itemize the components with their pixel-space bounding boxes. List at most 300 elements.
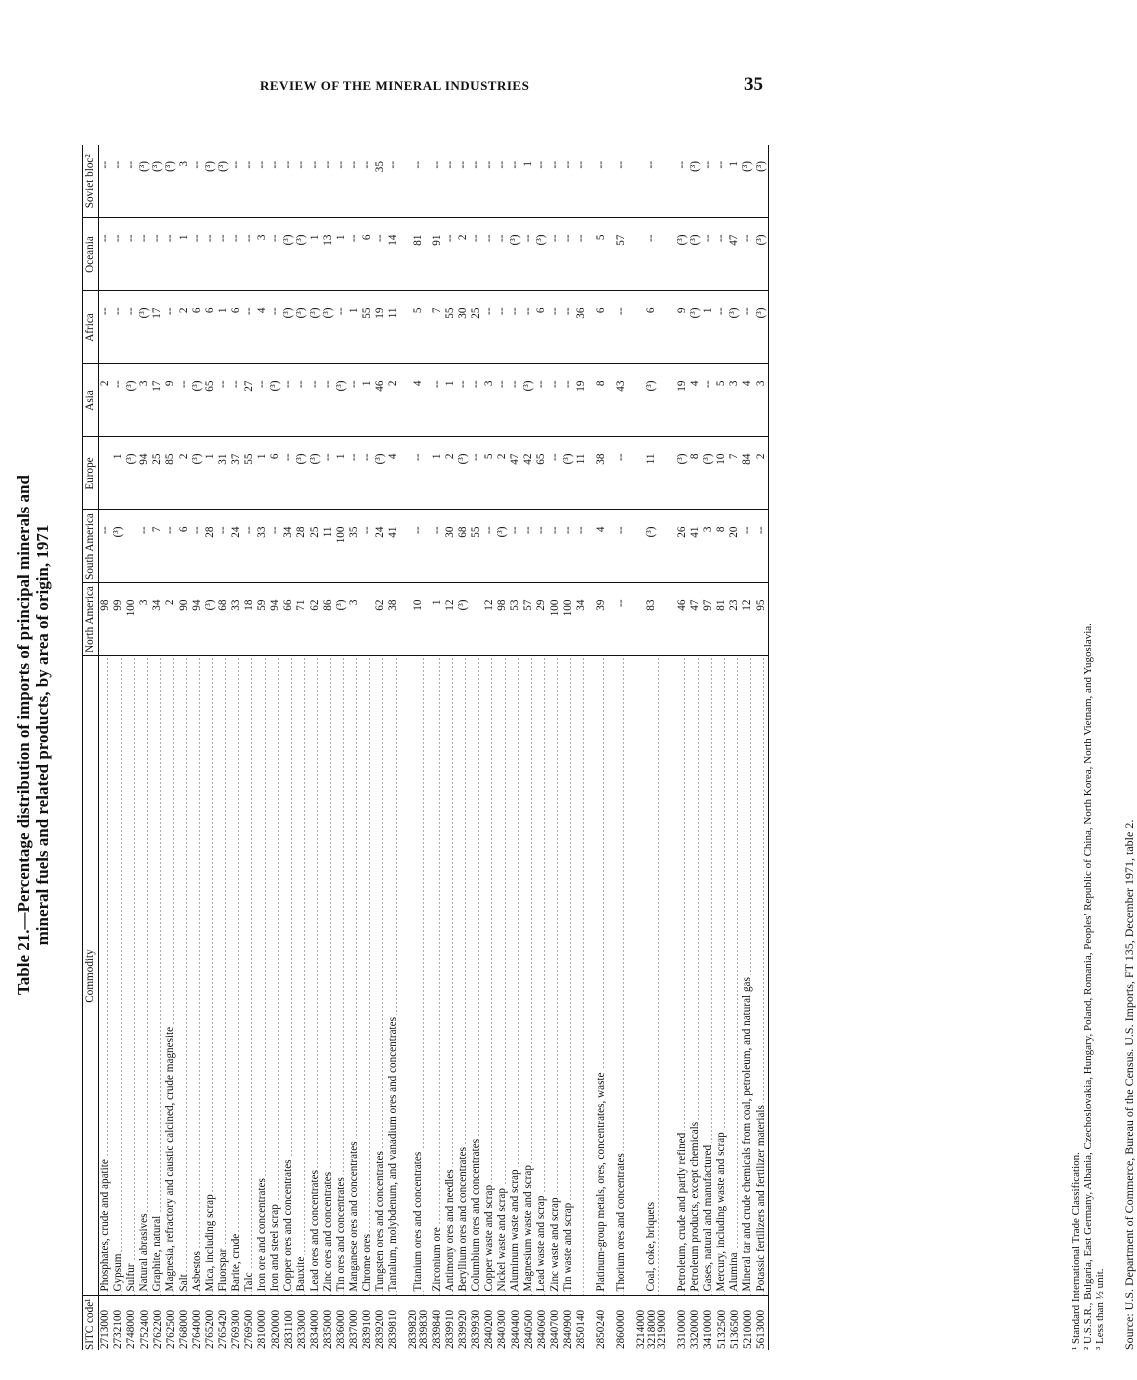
value-cell-oc: (³) [689, 218, 702, 291]
value-cell-na: 3 [348, 583, 361, 656]
value-cell-oc: 1 [178, 218, 191, 291]
value-cell-sa: 26 [676, 510, 689, 583]
commodity-label: Coal, coke, briquets [645, 1202, 658, 1292]
value-cell-oc: 1 [309, 218, 322, 291]
value-cell-oc: -- [348, 218, 361, 291]
value-cell-sb: (³) [755, 145, 769, 218]
sitc-code: 2835000 [321, 1309, 334, 1349]
value-cell-na: 98 [496, 583, 509, 656]
table-row [138, 145, 151, 1350]
value-cell-eu: 47 [509, 437, 522, 510]
sitc-code-cell [535, 1296, 548, 1350]
value-cell-oc: -- [243, 218, 256, 291]
value-cell-sa: 3 [702, 510, 715, 583]
value-cell-as: 9 [164, 364, 177, 437]
value-cell-eu: (³) [457, 437, 470, 510]
value-cell-eu: 6 [269, 437, 282, 510]
value-cell-sb: (³) [138, 145, 151, 218]
commodity-label: Zinc waste and scrap [548, 1197, 561, 1292]
value-cell-eu: 38 [595, 437, 608, 510]
commodity-label: Zinc ores and concentrates [321, 1171, 334, 1292]
value-cell-af: -- [522, 291, 535, 364]
value-cell-oc: -- [374, 218, 387, 291]
value-cell-na: (³) [204, 583, 217, 656]
table-row [549, 145, 562, 1350]
commodity-cell [204, 656, 217, 1296]
value-cell-na: 94 [269, 583, 282, 656]
sitc-code: 2839840 [430, 1309, 443, 1349]
value-cell-sb: (³) [217, 145, 230, 218]
sitc-code: 5132500 [715, 1309, 728, 1349]
value-cell-sa: 4 [595, 510, 608, 583]
value-cell-eu: 31 [217, 437, 230, 510]
commodity-label: Phosphates, crude and apatite [99, 1159, 111, 1292]
value-cell-af: 55 [444, 291, 457, 364]
sitc-code-cell [702, 1296, 715, 1350]
sitc-code-cell [256, 1296, 269, 1350]
table-row [191, 145, 204, 1350]
value-cell-as: -- [549, 364, 562, 437]
value-cell-af: 6 [191, 291, 204, 364]
commodity-label: Copper ores and concentrates [282, 1159, 295, 1292]
table-row [509, 145, 522, 1350]
value-cell-sb: -- [322, 145, 335, 218]
commodity-cell [470, 656, 483, 1296]
commodity-cell [361, 656, 374, 1296]
value-cell-as: 46 [374, 364, 387, 437]
sitc-code: 2840200 [483, 1309, 496, 1349]
value-cell-oc: 47 [728, 218, 741, 291]
value-cell-na: 34 [575, 583, 588, 656]
value-cell-sb: -- [243, 145, 256, 218]
commodity-label: Tantalum, molybdenum, and vanadium ores and concentrates [387, 1017, 400, 1292]
commodity-label: Salt [177, 1274, 190, 1292]
commodity-label: Petroleum, crude and partly refined [675, 1132, 688, 1292]
value-cell-sa: -- [483, 510, 496, 583]
commodity-cell [191, 656, 204, 1296]
value-cell-eu: 4 [387, 437, 400, 510]
value-cell-sa: 8 [715, 510, 728, 583]
value-cell-af: -- [615, 291, 628, 364]
value-cell-oc: -- [702, 218, 715, 291]
value-cell-sa: -- [243, 510, 256, 583]
value-cell-na: 33 [230, 583, 243, 656]
value-cell-sa: -- [562, 510, 575, 583]
row-spacer [608, 145, 615, 1350]
value-cell-na: 47 [689, 583, 702, 656]
value-cell-sb: -- [595, 145, 608, 218]
value-cell-sb: -- [615, 145, 628, 218]
sitc-code: 3214000 [635, 1309, 648, 1349]
value-cell-eu: 5 [483, 437, 496, 510]
value-cell-as: 3 [728, 364, 741, 437]
value-cell-as: (³) [522, 364, 535, 437]
table-row [535, 145, 548, 1350]
commodity-label: Copper waste and scrap [483, 1184, 496, 1292]
sitc-code: 2839920 [457, 1309, 470, 1349]
sitc-code: 2769500 [243, 1309, 256, 1349]
commodity-cell [138, 656, 151, 1296]
row-spacer [400, 145, 407, 1350]
commodity-label: Platinum-group metals, ores, concentrates, waste [594, 1072, 607, 1292]
commodity-cell [755, 656, 769, 1296]
table-row [348, 145, 361, 1350]
commodity-cell [431, 656, 444, 1296]
commodity-cell [457, 656, 470, 1296]
table-row [99, 145, 113, 1350]
value-cell-na: 46 [676, 583, 689, 656]
value-cell-sb: -- [702, 145, 715, 218]
value-cell-na: 90 [178, 583, 191, 656]
imports-table [82, 145, 769, 1350]
sitc-code-cell [689, 1296, 702, 1350]
table-row [361, 145, 374, 1350]
value-cell-af: (³) [689, 291, 702, 364]
value-cell-sa: 24 [374, 510, 387, 583]
value-cell-af: 9 [676, 291, 689, 364]
table-row [243, 145, 256, 1350]
sitc-code-cell [431, 1296, 444, 1350]
commodity-label: Potassic fertilizers and fertilizer materials [754, 1105, 767, 1292]
table-row [256, 145, 269, 1350]
value-cell-sa: 41 [387, 510, 400, 583]
row-spacer [628, 145, 635, 1350]
commodity-label: Barite, crude [229, 1233, 242, 1292]
value-cell-as: -- [702, 364, 715, 437]
commodity-cell [407, 656, 431, 1296]
commodity-cell [715, 656, 728, 1296]
value-cell-sb: -- [444, 145, 457, 218]
value-cell-af: -- [483, 291, 496, 364]
sitc-code-extra: 3219000 [656, 1309, 669, 1349]
value-cell-sb: -- [309, 145, 322, 218]
value-cell-eu: 65 [535, 437, 548, 510]
sitc-code: 2839200 [374, 1309, 387, 1349]
footnotes [1070, 623, 1106, 1350]
value-cell-sb: (³) [689, 145, 702, 218]
value-cell-eu: -- [549, 437, 562, 510]
table-row [309, 145, 322, 1350]
value-cell-sb: -- [125, 145, 138, 218]
value-cell-oc: 1 [335, 218, 348, 291]
value-cell-oc: (³) [295, 218, 308, 291]
value-cell-sb: -- [407, 145, 431, 218]
value-cell-sa: 33 [256, 510, 269, 583]
value-cell-oc: 91 [431, 218, 444, 291]
commodity-cell [444, 656, 457, 1296]
commodity-label: Zirconium ore [430, 1227, 443, 1292]
sitc-code-cell [335, 1296, 348, 1350]
value-cell-oc: (³) [535, 218, 548, 291]
value-cell-af: -- [243, 291, 256, 364]
value-cell-as: 19 [676, 364, 689, 437]
value-cell-as: 1 [444, 364, 457, 437]
value-cell-af: (³) [282, 291, 295, 364]
value-cell-af: 6 [595, 291, 608, 364]
sitc-code-cell [295, 1296, 308, 1350]
value-cell-oc: (³) [282, 218, 295, 291]
sitc-code: 5210000 [741, 1309, 754, 1349]
commodity-label: Tin waste and scrap [561, 1202, 574, 1292]
value-cell-as: (³) [635, 364, 669, 437]
value-cell-sa: (³) [112, 510, 125, 583]
commodity-cell [562, 656, 575, 1296]
value-cell-af: 6 [230, 291, 243, 364]
commodity-label: Sulfur [125, 1263, 138, 1292]
commodity-cell [295, 656, 308, 1296]
value-cell-eu: 1 [256, 437, 269, 510]
commodity-cell [217, 656, 230, 1296]
commodity-label: Beryllium ores and concentrates [456, 1147, 469, 1292]
value-cell-eu: -- [282, 437, 295, 510]
value-cell-oc: -- [125, 218, 138, 291]
sitc-code: 3320000 [689, 1309, 702, 1349]
table-row [335, 145, 348, 1350]
commodity-label: Nickel waste and scrap [496, 1188, 509, 1292]
sitc-code-cell [509, 1296, 522, 1350]
commodity-cell [635, 656, 669, 1296]
value-cell-af: -- [496, 291, 509, 364]
table-row [755, 145, 769, 1350]
value-cell-eu: 2 [496, 437, 509, 510]
sitc-code: 2765200 [204, 1309, 217, 1349]
value-cell-as: 1 [361, 364, 374, 437]
value-cell-as: 4 [407, 364, 431, 437]
sitc-code-cell [522, 1296, 535, 1350]
commodity-label: Mica, including scrap [203, 1194, 216, 1292]
value-cell-af: -- [509, 291, 522, 364]
value-cell-eu: 10 [715, 437, 728, 510]
commodity-label: Talc [243, 1272, 256, 1292]
commodity-label: Gypsum [112, 1253, 125, 1292]
value-cell-sa: -- [269, 510, 282, 583]
sitc-code-cell [151, 1296, 164, 1350]
sitc-code-cell [483, 1296, 496, 1350]
row-spacer [669, 145, 676, 1350]
value-cell-sb: -- [562, 145, 575, 218]
value-cell-sb: -- [431, 145, 444, 218]
table-row [204, 145, 217, 1350]
commodity-label: Iron and steel scrap [269, 1204, 282, 1292]
commodity-label: Gases, natural and manufactured [702, 1144, 715, 1292]
value-cell-sa: 34 [282, 510, 295, 583]
value-cell-eu: 2 [178, 437, 191, 510]
header-oceania: Oceania [83, 218, 99, 291]
commodity-label: Magnesia, refractory and caustic calcined, crude magnesite [164, 1026, 177, 1292]
table-row [431, 145, 444, 1350]
value-cell-oc: -- [562, 218, 575, 291]
value-cell-na: 38 [387, 583, 400, 656]
value-cell-na: 2 [164, 583, 177, 656]
value-cell-sa: 41 [689, 510, 702, 583]
commodity-cell [125, 656, 138, 1296]
value-cell-na: (³) [335, 583, 348, 656]
value-cell-sb: -- [295, 145, 308, 218]
value-cell-eu: 37 [230, 437, 243, 510]
value-cell-sa: -- [575, 510, 588, 583]
value-cell-sa: -- [217, 510, 230, 583]
value-cell-af: -- [269, 291, 282, 364]
value-cell-af: 25 [470, 291, 483, 364]
sitc-code: 2764000 [190, 1309, 203, 1349]
sitc-code: 2840700 [548, 1309, 561, 1349]
value-cell-as: -- [256, 364, 269, 437]
value-cell-oc: -- [549, 218, 562, 291]
commodity-cell [549, 656, 562, 1296]
commodity-label: Bauxite [295, 1256, 308, 1292]
value-cell-af: 30 [457, 291, 470, 364]
header-sitc: SITC code¹ [83, 1296, 99, 1350]
sitc-code: 3410000 [702, 1309, 715, 1349]
value-cell-na: 66 [282, 583, 295, 656]
table-row [522, 145, 535, 1350]
value-cell-eu: (³) [562, 437, 575, 510]
value-cell-as: 4 [741, 364, 754, 437]
value-cell-as: (³) [335, 364, 348, 437]
footnote-3: ³ Less than ½ unit. [1094, 1268, 1106, 1350]
value-cell-sb: -- [715, 145, 728, 218]
value-cell-af: (³) [755, 291, 769, 364]
commodity-cell [151, 656, 164, 1296]
value-cell-sb: (³) [164, 145, 177, 218]
value-cell-sa: 20 [728, 510, 741, 583]
value-cell-sa: 25 [309, 510, 322, 583]
sitc-code: 2839820 [407, 1309, 420, 1349]
table-row [374, 145, 387, 1350]
sitc-code: 2765420 [217, 1309, 230, 1349]
value-cell-na: -- [615, 583, 628, 656]
value-cell-sa: 35 [348, 510, 361, 583]
value-cell-as: -- [562, 364, 575, 437]
commodity-label: Magnesium waste and scrap [522, 1165, 535, 1292]
sitc-code-cell [99, 1296, 113, 1350]
sitc-code-cell [178, 1296, 191, 1350]
value-cell-eu: 2 [755, 437, 769, 510]
value-cell-sb: -- [549, 145, 562, 218]
commodity-cell [99, 656, 113, 1296]
sitc-code-cell [549, 1296, 562, 1350]
value-cell-sb: -- [99, 145, 113, 218]
sitc-code-cell [112, 1296, 125, 1350]
sitc-code: 2713000 [99, 1309, 112, 1349]
sitc-code: 2839810 [387, 1309, 400, 1349]
table-row [151, 145, 164, 1350]
value-cell-sb: (³) [151, 145, 164, 218]
value-cell-af: 1 [217, 291, 230, 364]
sitc-code: 2748000 [125, 1309, 138, 1349]
value-cell-na: 95 [755, 583, 769, 656]
value-cell-sb: -- [470, 145, 483, 218]
sitc-code: 2840300 [496, 1309, 509, 1349]
value-cell-sa: 7 [151, 510, 164, 583]
table-row [457, 145, 470, 1350]
value-cell-af: (³) [309, 291, 322, 364]
footnote-1: ¹ Standard International Trade Classification. [1070, 1152, 1082, 1350]
value-cell-sa: -- [138, 510, 151, 583]
value-cell-as: -- [295, 364, 308, 437]
table-row [230, 145, 243, 1350]
value-cell-as: -- [496, 364, 509, 437]
commodity-cell [348, 656, 361, 1296]
value-cell-eu: (³) [295, 437, 308, 510]
sitc-code: 2850240 [595, 1309, 608, 1349]
commodity-cell [535, 656, 548, 1296]
value-cell-na: 86 [322, 583, 335, 656]
table-row [282, 145, 295, 1350]
footnote-2: ² U.S.S.R., Bulgaria, East Germany, Albania, Czechoslovakia, Hungary, Poland, Romania, Peoples' Republic of China, North Korea, North Vietnam, and Yugoslavia. [1082, 623, 1094, 1350]
sitc-code-cell [387, 1296, 400, 1350]
value-cell-eu: 1 [335, 437, 348, 510]
commodity-label: Aluminum waste and scrap [509, 1169, 522, 1292]
value-cell-sb: (³) [204, 145, 217, 218]
commodity-label: Columbium ores and concentrates [469, 1138, 482, 1292]
sitc-code-cell [575, 1296, 588, 1350]
value-cell-as: 17 [151, 364, 164, 437]
commodity-cell [374, 656, 387, 1296]
value-cell-oc: -- [496, 218, 509, 291]
value-cell-as: -- [431, 364, 444, 437]
table-row [483, 145, 496, 1350]
value-cell-sb: -- [676, 145, 689, 218]
value-cell-af: 5 [407, 291, 431, 364]
value-cell-sa [125, 510, 138, 583]
value-cell-oc: 14 [387, 218, 400, 291]
value-cell-oc: -- [483, 218, 496, 291]
value-cell-eu: 1 [431, 437, 444, 510]
value-cell-eu: 42 [522, 437, 535, 510]
value-cell-sa: -- [549, 510, 562, 583]
value-cell-as: 4 [689, 364, 702, 437]
value-cell-oc: 13 [322, 218, 335, 291]
value-cell-eu: 94 [138, 437, 151, 510]
value-cell-oc: 3 [256, 218, 269, 291]
value-cell-as: -- [309, 364, 322, 437]
value-cell-oc: 2 [457, 218, 470, 291]
sitc-code: 2752400 [138, 1309, 151, 1349]
sitc-code-cell [125, 1296, 138, 1350]
commodity-label: Manganese ores and concentrates [347, 1141, 360, 1292]
value-cell-na: 53 [509, 583, 522, 656]
value-cell-as: -- [217, 364, 230, 437]
value-cell-af: -- [164, 291, 177, 364]
value-cell-as: -- [509, 364, 522, 437]
commodity-label: Natural abrasives [138, 1213, 151, 1292]
sitc-code: 2839930 [470, 1309, 483, 1349]
sitc-code: 2833000 [295, 1309, 308, 1349]
value-cell-oc: 57 [615, 218, 628, 291]
value-cell-sa: -- [755, 510, 769, 583]
value-cell-na: 12 [483, 583, 496, 656]
sitc-code: 2820000 [269, 1309, 282, 1349]
value-cell-eu: 84 [741, 437, 754, 510]
value-cell-na: 83 [635, 583, 669, 656]
value-cell-sa: (³) [496, 510, 509, 583]
commodity-cell [496, 656, 509, 1296]
commodity-cell [256, 656, 269, 1296]
value-cell-na: 10 [407, 583, 431, 656]
value-cell-as: -- [457, 364, 470, 437]
value-cell-sb: -- [256, 145, 269, 218]
value-cell-eu: (³) [191, 437, 204, 510]
value-cell-eu: -- [348, 437, 361, 510]
sitc-code: 2762200 [151, 1309, 164, 1349]
commodity-cell [676, 656, 689, 1296]
commodity-label: Tin ores and concentrates [334, 1177, 347, 1292]
table-row [470, 145, 483, 1350]
value-cell-eu: 25 [151, 437, 164, 510]
sitc-code-cell [361, 1296, 374, 1350]
sitc-code-cell [164, 1296, 177, 1350]
